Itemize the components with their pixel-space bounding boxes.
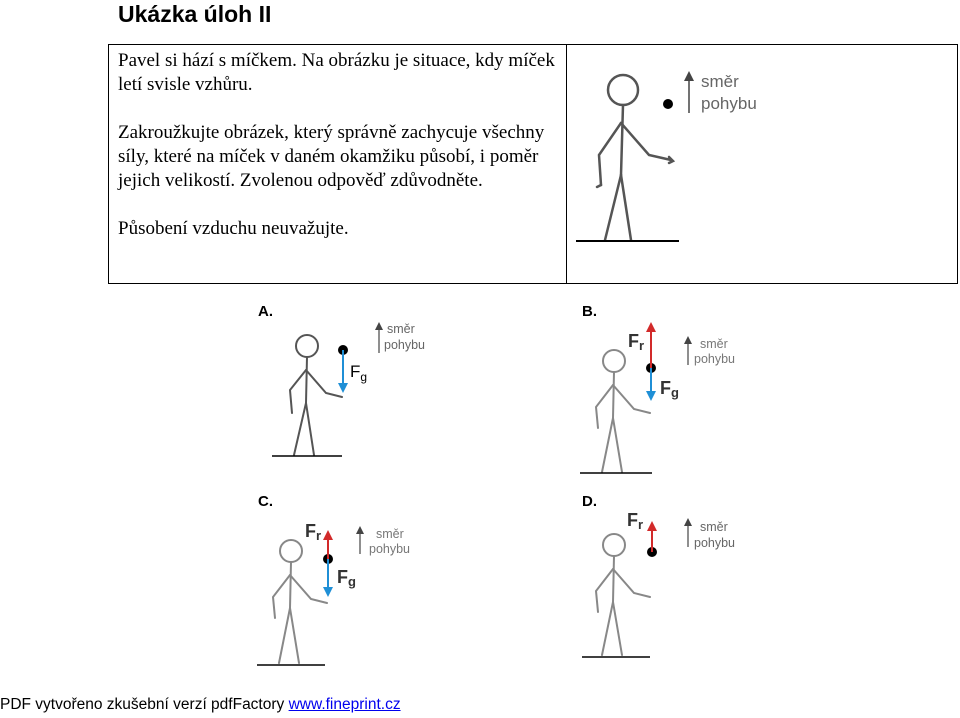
stick-figure (290, 335, 342, 455)
option-a-label[interactable]: A. (258, 303, 273, 320)
footer (0, 696, 401, 714)
direction-label-line2: pohybu (384, 338, 426, 352)
force-label-fg: $F_g$ (350, 362, 368, 384)
direction-label-line2: pohybu (369, 542, 411, 556)
force-label-fr: Fr (627, 510, 644, 532)
stick-figure (596, 350, 650, 472)
force-label-fr: Fr (628, 331, 645, 353)
option-b-figure[interactable] (578, 315, 778, 485)
stick-figure (596, 534, 650, 655)
option-a-figure[interactable] (270, 315, 470, 465)
gravity-arrow (646, 368, 656, 401)
direction-arrow (684, 336, 692, 365)
direction-arrow (375, 322, 383, 353)
task-box (108, 44, 958, 284)
option-c-label[interactable]: C. (258, 493, 273, 510)
direction-label-line2: pohybu (694, 352, 736, 366)
direction-label-line1: směr (700, 337, 728, 351)
ball (663, 99, 673, 109)
force-label-fr: Fr (305, 521, 322, 543)
force-label-fg: Fg (337, 567, 356, 589)
box-divider (566, 45, 567, 283)
gravity-arrow (323, 559, 333, 597)
direction-label-line2: pohybu (694, 536, 736, 550)
task-paragraph-2: Zakroužkujte obrázek, který správně zachycuje všechny síly, které na míček v daném okamžiku působí, i poměr jejich velikostí. Zvolenou odpověď zdůvodněte. (118, 122, 545, 191)
footer-text: PDF vytvořeno zkušební verzí pdfFactory (0, 696, 289, 713)
resistance-arrow (646, 322, 656, 368)
resistance-arrow (647, 521, 657, 552)
direction-arrow (684, 518, 692, 547)
direction-arrow (684, 71, 694, 113)
stick-figure (597, 75, 673, 240)
footer-link[interactable]: www.fineprint.cz (288, 696, 401, 713)
task-text (118, 49, 558, 241)
direction-label-line2: pohybu (701, 94, 757, 113)
main-illustration (571, 65, 891, 275)
direction-label-line1: směr (387, 322, 415, 336)
resistance-arrow (323, 530, 333, 559)
direction-label-line1: směr (701, 72, 739, 91)
option-b-label[interactable]: B. (582, 303, 597, 320)
task-paragraph-3: Působení vzduchu neuvažujte. (118, 218, 349, 239)
task-paragraph-1: Pavel si hází s míčkem. Na obrázku je situace, kdy míček letí svisle vzhůru. (118, 50, 555, 95)
gravity-arrow (338, 350, 348, 393)
option-d-figure[interactable] (580, 505, 780, 665)
direction-label-line1: směr (376, 527, 404, 541)
direction-arrow (356, 526, 364, 554)
direction-label-line1: směr (700, 520, 728, 534)
page-title: Ukázka úloh II (118, 1, 272, 27)
force-label-fg: Fg (660, 378, 679, 400)
option-c-figure[interactable] (255, 505, 455, 670)
stick-figure (273, 540, 327, 663)
option-d-label[interactable]: D. (582, 493, 597, 510)
